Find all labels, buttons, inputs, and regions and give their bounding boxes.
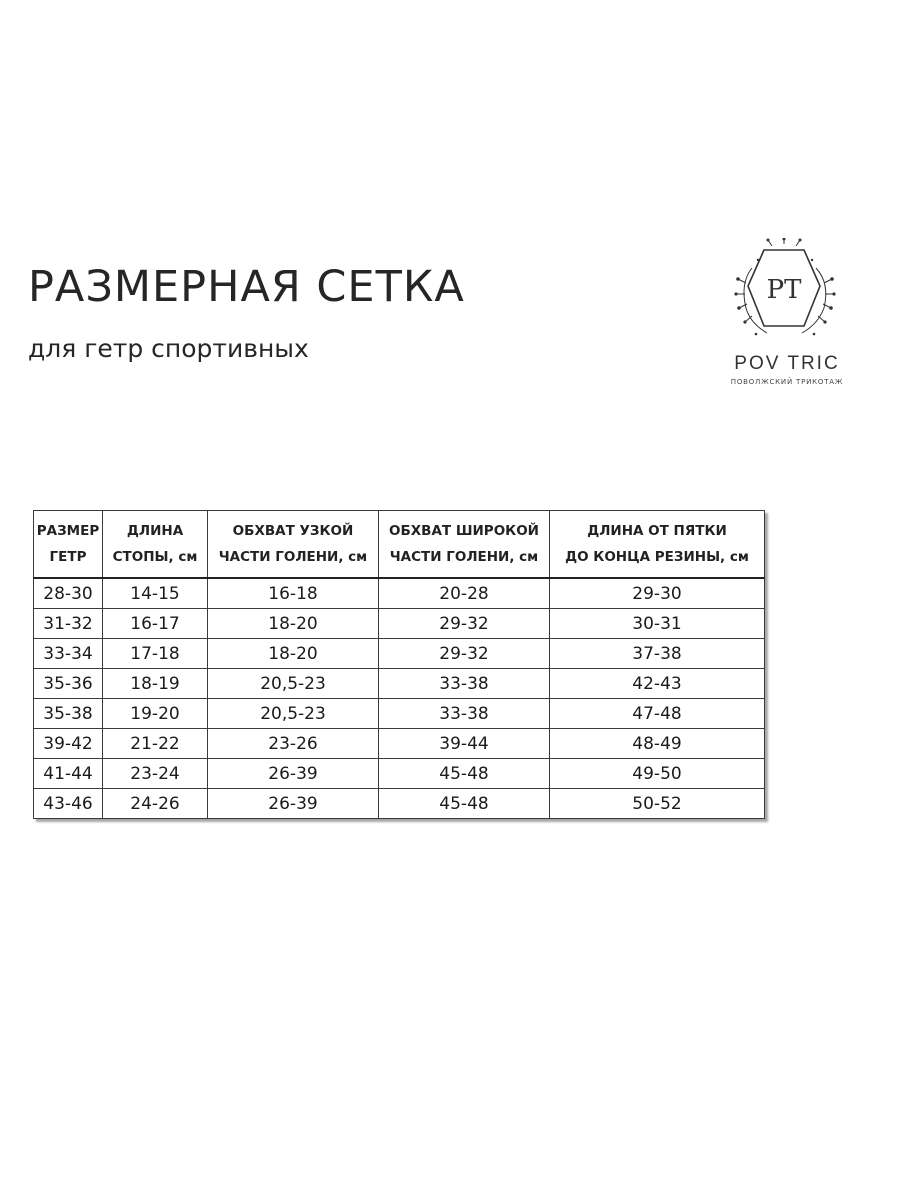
table-cell: 29-32: [379, 609, 550, 639]
header-heel-to-band: ДЛИНА ОТ ПЯТКИ ДО КОНЦА РЕЗИНЫ, см: [550, 511, 765, 579]
table-cell: 14-15: [103, 578, 208, 609]
table-cell: 18-19: [103, 669, 208, 699]
header-wide-calf: ОБХВАТ ШИРОКОЙ ЧАСТИ ГОЛЕНИ, см: [379, 511, 550, 579]
hexagon-wreath-icon: [712, 238, 862, 353]
table-cell: 35-36: [34, 669, 103, 699]
table-cell: 31-32: [34, 609, 103, 639]
table-header-row: [34, 511, 765, 579]
table-row: [34, 789, 765, 819]
table-row: [34, 639, 765, 669]
table-cell: 17-18: [103, 639, 208, 669]
table-cell: 39-44: [379, 729, 550, 759]
table-cell: 50-52: [550, 789, 765, 819]
table-cell: 21-22: [103, 729, 208, 759]
table-cell: 16-18: [208, 578, 379, 609]
table-cell: 43-46: [34, 789, 103, 819]
logo-monogram: PT: [766, 275, 802, 305]
brand-logo: [712, 238, 862, 408]
table-row: [34, 759, 765, 789]
table-cell: 26-39: [208, 789, 379, 819]
table-cell: 45-48: [379, 759, 550, 789]
table-cell: 23-26: [208, 729, 379, 759]
table-cell: 18-20: [208, 609, 379, 639]
brand-tagline: ПОВОЛЖСКИЙ ТРИКОТАЖ: [730, 378, 844, 386]
table-cell: 20,5-23: [208, 699, 379, 729]
size-chart-table: [33, 510, 765, 819]
table-cell: 37-38: [550, 639, 765, 669]
table-cell: 39-42: [34, 729, 103, 759]
table-cell: 23-24: [103, 759, 208, 789]
table-cell: 26-39: [208, 759, 379, 789]
table-cell: 33-38: [379, 699, 550, 729]
table-cell: 20,5-23: [208, 669, 379, 699]
header-size: РАЗМЕР ГЕТР: [34, 511, 103, 579]
table-cell: 42-43: [550, 669, 765, 699]
page-title: РАЗМЕРНАЯ СЕТКА: [28, 262, 465, 312]
table-cell: 16-17: [103, 609, 208, 639]
table-cell: 35-38: [34, 699, 103, 729]
table-cell: 29-30: [550, 578, 765, 609]
table-cell: 33-38: [379, 669, 550, 699]
table-row: [34, 669, 765, 699]
table-cell: 49-50: [550, 759, 765, 789]
table-row: [34, 729, 765, 759]
table-cell: 19-20: [103, 699, 208, 729]
table-row: [34, 699, 765, 729]
table-cell: 20-28: [379, 578, 550, 609]
table-cell: 28-30: [34, 578, 103, 609]
header-narrow-calf: ОБХВАТ УЗКОЙ ЧАСТИ ГОЛЕНИ, см: [208, 511, 379, 579]
table-row: [34, 609, 765, 639]
page-subtitle: для гетр спортивных: [28, 334, 309, 363]
table-cell: 47-48: [550, 699, 765, 729]
table-cell: 48-49: [550, 729, 765, 759]
table-cell: 41-44: [34, 759, 103, 789]
table-cell: 45-48: [379, 789, 550, 819]
table-cell: 30-31: [550, 609, 765, 639]
table-row: [34, 578, 765, 609]
table-cell: 18-20: [208, 639, 379, 669]
table-cell: 33-34: [34, 639, 103, 669]
table-cell: 29-32: [379, 639, 550, 669]
header-foot-length: ДЛИНА СТОПЫ, см: [103, 511, 208, 579]
table-cell: 24-26: [103, 789, 208, 819]
brand-name: POV TRIC: [734, 353, 840, 374]
